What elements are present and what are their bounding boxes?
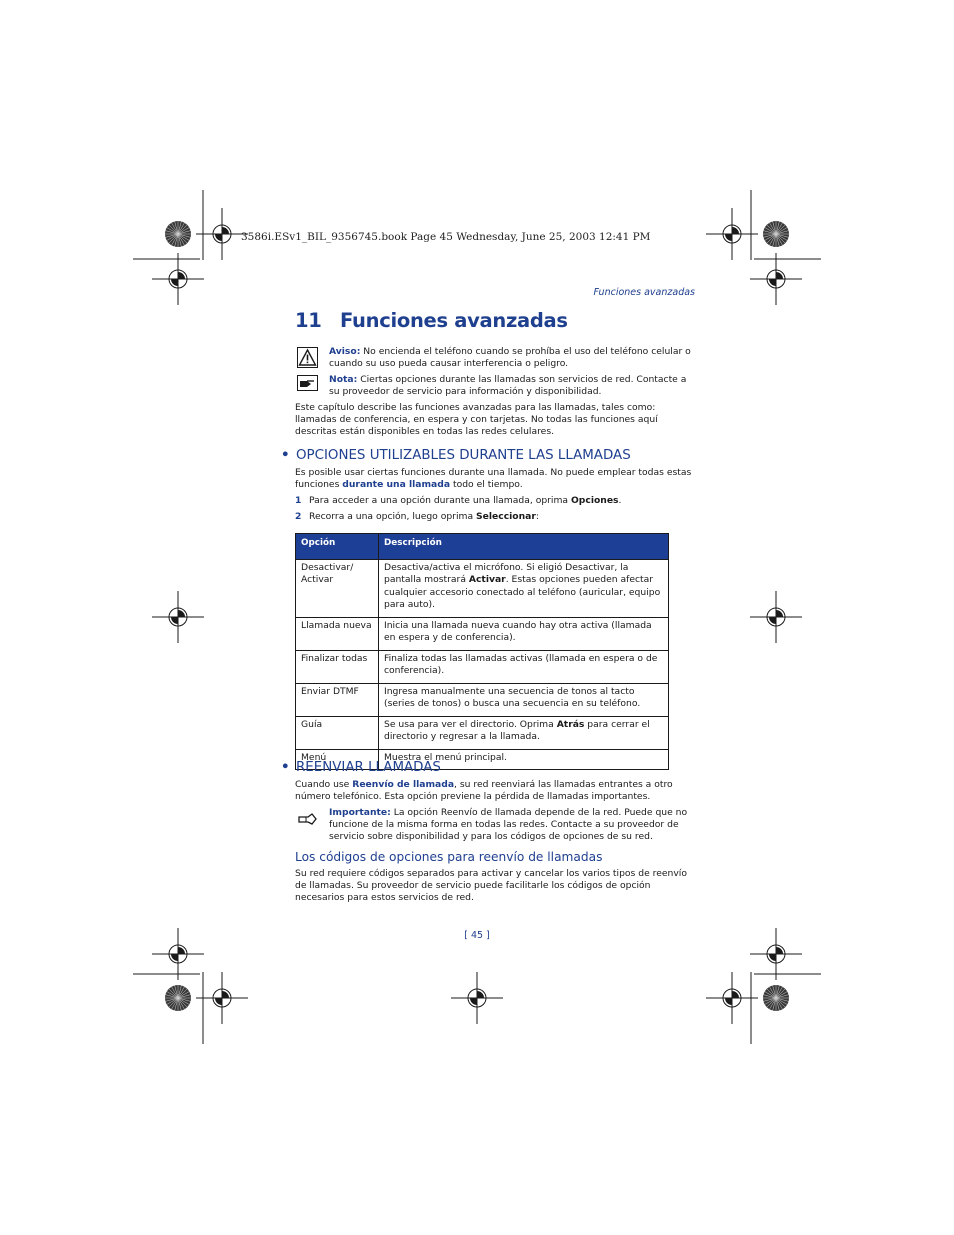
table-cell-option: Enviar DTMF xyxy=(296,683,379,716)
registration-fill xyxy=(725,227,739,241)
table-cell-description xyxy=(379,559,669,617)
section2-body xyxy=(295,779,695,803)
desc-tail: . Estas opciones pueden afectar cualquier accesorio conectado al teléfono (auricular, equipo para auto). xyxy=(384,574,661,610)
table-header-option: Opción xyxy=(296,534,379,560)
step-tail: . xyxy=(618,495,622,506)
important-label: Importante: xyxy=(329,807,391,818)
section-title: REENVIAR LLAMADAS xyxy=(296,760,441,775)
section1-link[interactable]: durante una llamada xyxy=(342,479,451,490)
table-row xyxy=(296,559,669,617)
chapter-title xyxy=(295,309,568,332)
section-title: OPCIONES UTILIZABLES DURANTE LAS LLAMADAS xyxy=(296,448,631,463)
chapter-title-text: Funciones avanzadas xyxy=(340,309,568,332)
warning-text: No encienda el teléfono cuando se prohíba el uso del teléfono celular o cuando su uso pueda causar interferencia o peligro. xyxy=(329,346,691,369)
registration-fill xyxy=(215,227,229,241)
section1-body-tail: todo el tiempo. xyxy=(450,479,523,490)
desc-text: Finaliza todas las llamadas activas (llamada en espera o de conferencia). xyxy=(384,652,658,676)
step-number: 2 xyxy=(295,511,302,522)
note-text: Ciertas opciones durante las llamadas son servicios de red. Contacte a su proveedor de servicio para información y disponibilidad. xyxy=(329,374,687,397)
running-head: Funciones avanzadas xyxy=(593,287,695,298)
desc-text: Inicia una llamada nueva cuando hay otra activa (llamada en espera y de conferencia). xyxy=(384,619,652,643)
desc-text: Desactiva/activa el micrófono. Si eligió Desactivar, la pantalla mostrará xyxy=(384,561,629,585)
registration-fill xyxy=(171,272,185,286)
registration-fill xyxy=(171,610,185,624)
important-paragraph xyxy=(329,807,695,843)
desc-tail: para cerrar el directorio y regresar a la llamada. xyxy=(384,718,650,742)
note-label: Nota: xyxy=(329,374,358,385)
table-cell-description xyxy=(379,716,669,749)
note-paragraph xyxy=(329,374,695,398)
options-table xyxy=(295,533,669,770)
desc-key: Activar xyxy=(468,574,506,585)
section-bullet: • xyxy=(281,448,290,463)
table-cell-description xyxy=(379,683,669,716)
print-header: 3586i.ESv1_BIL_9356745.book Page 45 Wednesday, June 25, 2003 12:41 PM xyxy=(241,231,651,243)
table-cell-option: Menú xyxy=(296,749,379,770)
desc-key: Atrás xyxy=(556,718,585,730)
important-text: La opción Reenvío de llamada depende de la red. Puede que no funcione de la misma forma en todas las redes. Contacte a su proveedor de servicio sobre disponibilidad y para los códigos de opciones de su red. xyxy=(329,807,688,842)
table-cell-option: Guía xyxy=(296,716,379,749)
important-hand-icon xyxy=(297,810,318,828)
registration-fill xyxy=(171,947,185,961)
step-2 xyxy=(295,511,539,523)
chapter-number: 11 xyxy=(295,309,322,332)
subheading-option-codes: Los códigos de opciones para reenvío de llamadas xyxy=(295,850,603,864)
table-cell-description xyxy=(379,650,669,683)
section-heading-forwarding xyxy=(281,760,441,775)
warning-paragraph xyxy=(329,346,695,370)
step-text: Para acceder a una opción durante una llamada, oprima xyxy=(309,495,571,506)
section2-link[interactable]: Reenvío de llamada xyxy=(352,779,455,790)
desc-text: Se usa para ver el directorio. Oprima xyxy=(384,718,557,730)
warning-triangle-icon xyxy=(297,347,318,368)
registration-fill xyxy=(725,991,739,1005)
section-bullet: • xyxy=(281,760,290,775)
registration-fill xyxy=(769,610,783,624)
step-key: Opciones xyxy=(570,495,619,506)
table-row xyxy=(296,650,669,683)
desc-text: Ingresa manualmente una secuencia de tonos al tacto (series de tonos) o busca una secuencia en su teléfono. xyxy=(384,685,641,709)
desc-text: Muestra el menú principal. xyxy=(384,751,507,763)
subsection-body: Su red requiere códigos separados para activar y cancelar los varios tipos de reenvío de llamadas. Su proveedor de servicio puede facilitarle los códigos de opción necesarios para estos servicios de red. xyxy=(295,868,687,903)
section1-body xyxy=(295,467,695,491)
warning-label: Aviso: xyxy=(329,346,361,357)
registration-fill xyxy=(470,991,484,1005)
table-cell-option: Desactivar/ Activar xyxy=(296,559,379,617)
step-number: 1 xyxy=(295,495,302,506)
section2-body-tail: , su red reenviará las llamadas entrantes a otro número telefónico. Esta opción previene la pérdida de llamadas importantes. xyxy=(295,779,673,802)
table-cell-description xyxy=(379,617,669,650)
section2-body-text: Cuando use xyxy=(295,779,353,790)
intro-paragraph: Este capítulo describe las funciones avanzadas para las llamadas, tales como: llamadas de conferencia, en espera y con tarjetas. No todas las funciones aquí descritas están disponibles en todas las redes celulares. xyxy=(295,402,658,437)
step-1 xyxy=(295,495,621,507)
registration-fill xyxy=(215,991,229,1005)
table-cell-option: Finalizar todas xyxy=(296,650,379,683)
section-heading-options xyxy=(281,448,631,463)
table-row xyxy=(296,617,669,650)
table-cell-option: Llamada nueva xyxy=(296,617,379,650)
step-text: Recorra a una opción, luego oprima xyxy=(309,511,477,522)
table-header-row xyxy=(296,534,669,560)
table-row xyxy=(296,716,669,749)
step-key: Seleccionar xyxy=(476,511,536,522)
note-hand-icon xyxy=(297,375,318,391)
registration-fill xyxy=(769,947,783,961)
table-header-description: Descripción xyxy=(379,534,669,560)
page-number: [ 45 ] xyxy=(464,930,490,941)
registration-fill xyxy=(769,272,783,286)
step-tail: : xyxy=(535,511,539,522)
table-row xyxy=(296,683,669,716)
section1-body-text: Es posible usar ciertas funciones durante una llamada. No puede emplear todas estas funciones xyxy=(295,467,692,490)
